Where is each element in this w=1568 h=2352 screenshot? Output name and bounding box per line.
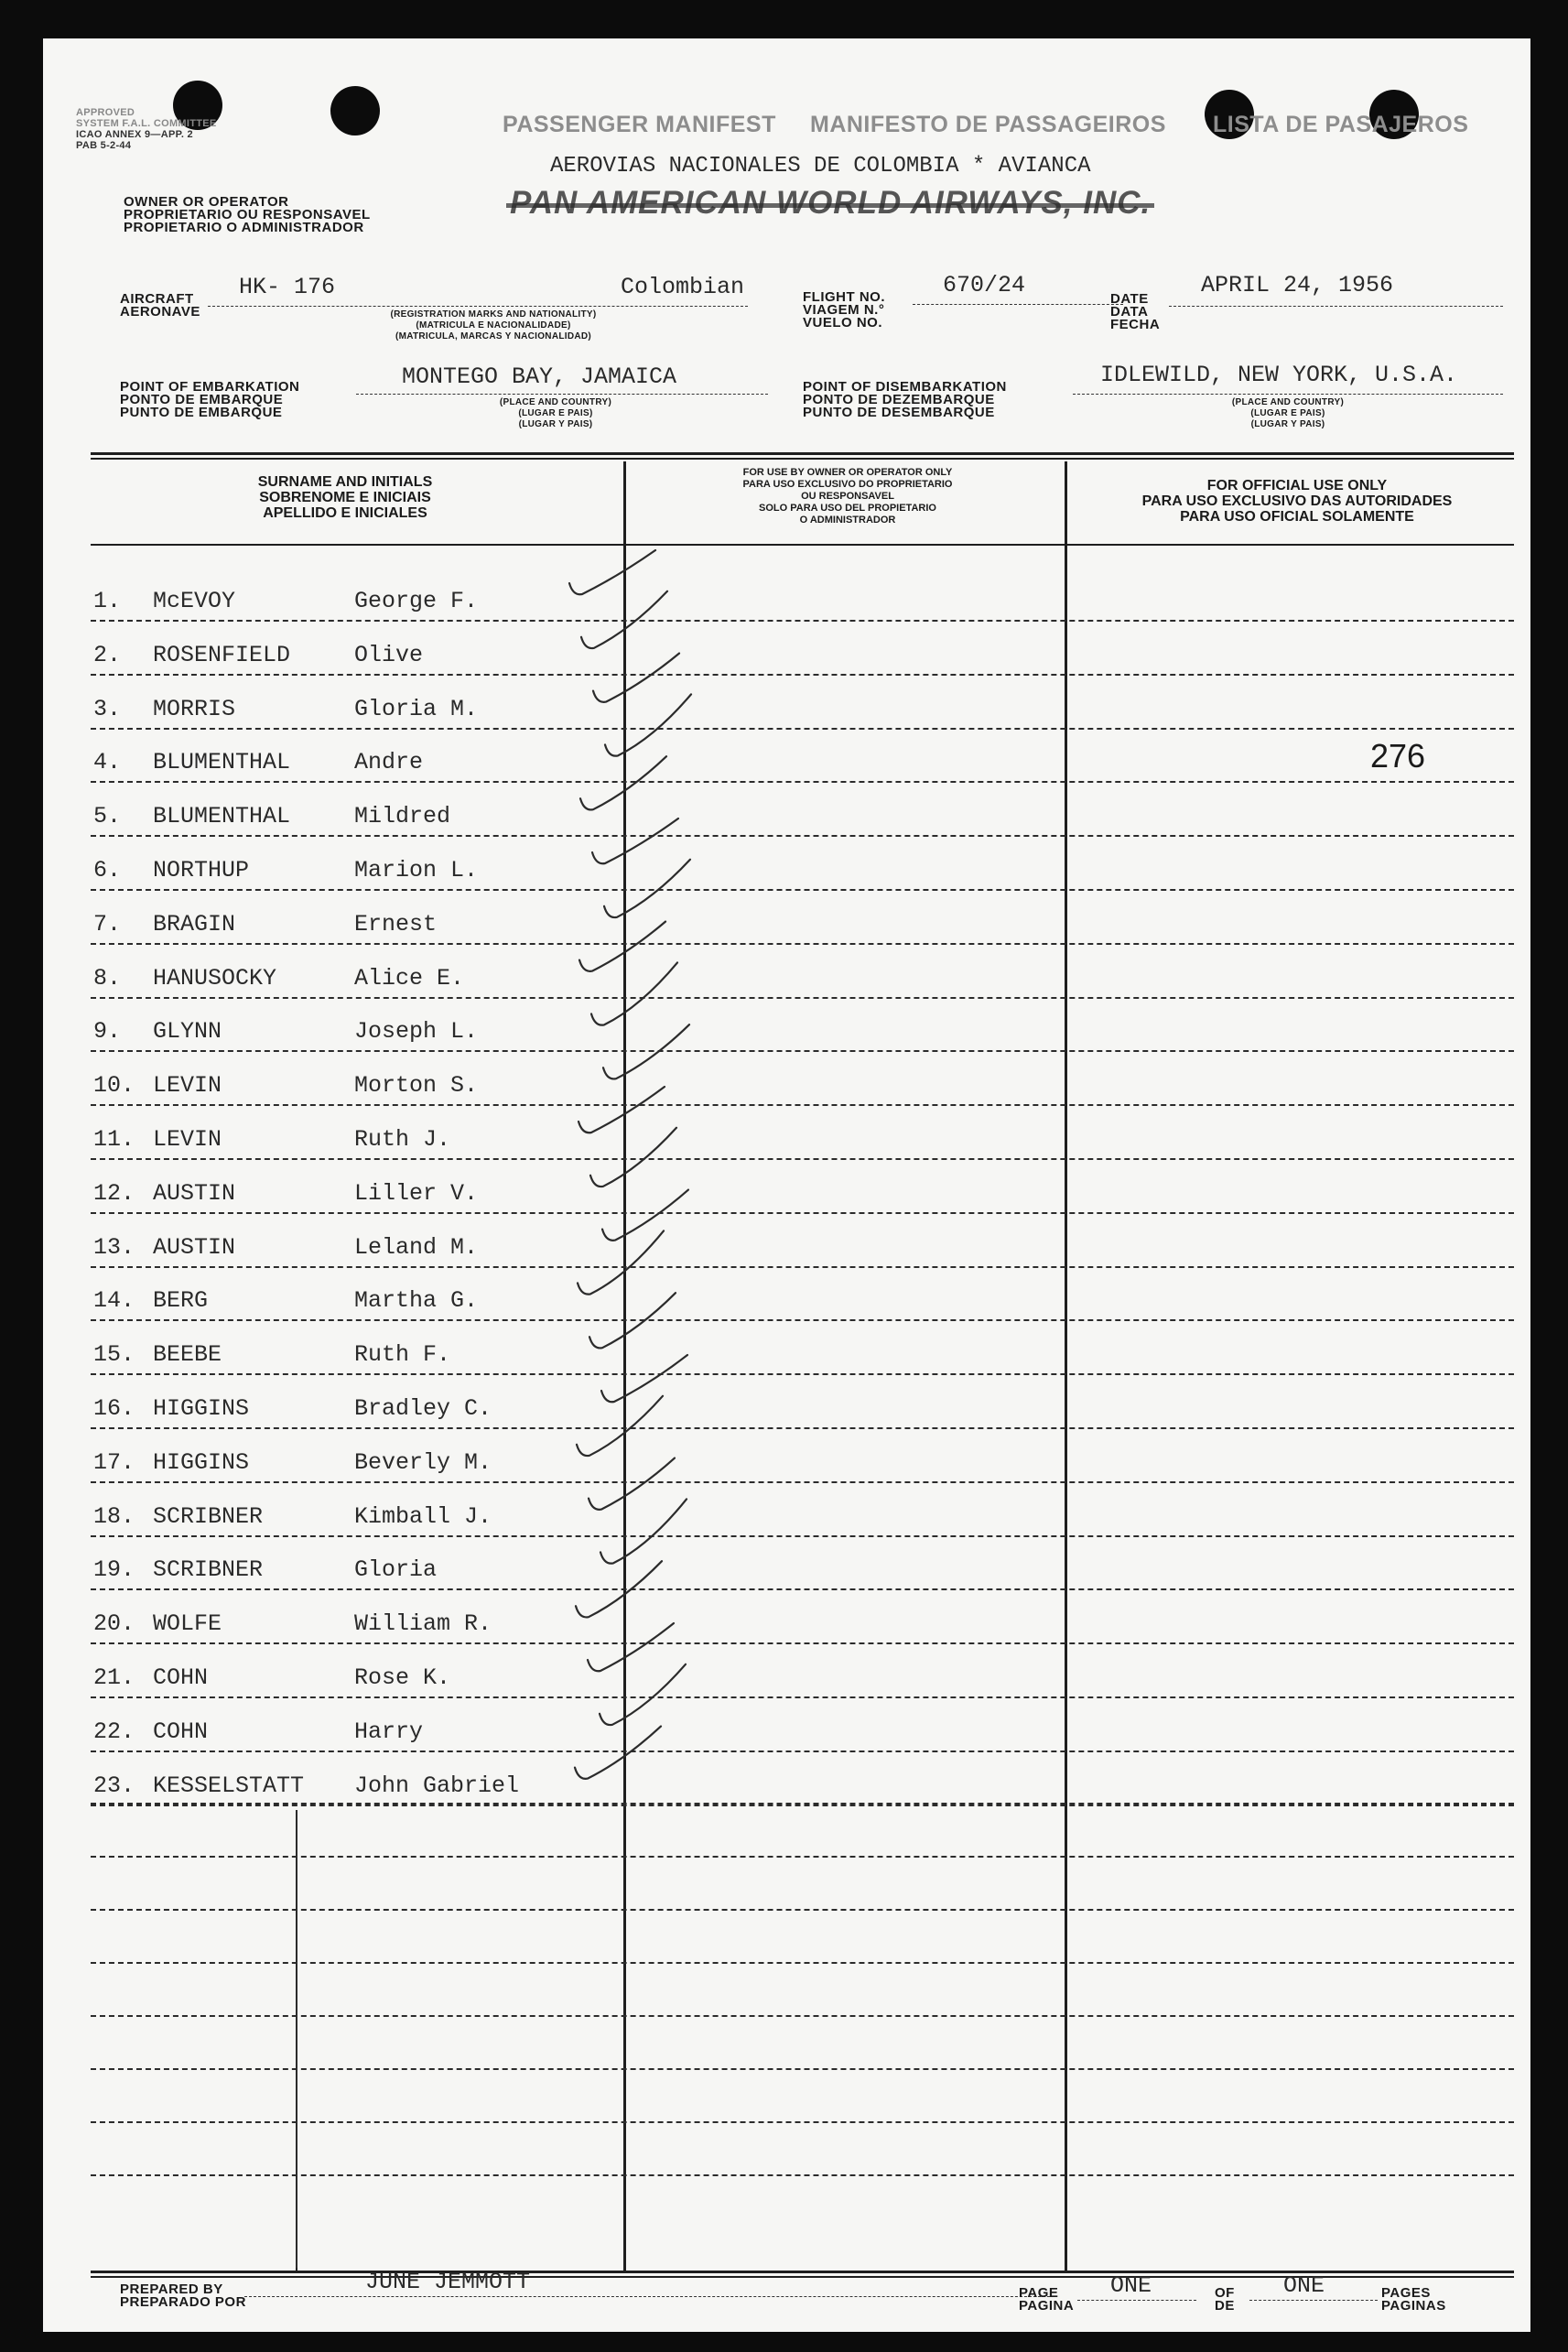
date-underline: [1169, 306, 1503, 308]
passenger-given-name: Marion L.: [354, 857, 479, 883]
date-label: [1110, 293, 1160, 331]
flight-label: [803, 291, 885, 330]
table-top-rule-2: [91, 458, 1514, 460]
passenger-number: 5.: [93, 803, 122, 830]
prepared-by: JUNE JEMMOTT: [365, 2269, 531, 2295]
pages-label: [1381, 2287, 1446, 2313]
disembark-label: [803, 381, 1007, 419]
passenger-given-name: Ruth F.: [354, 1341, 451, 1369]
embark-label-pt: PONTO DE EMBARQUE: [120, 392, 284, 407]
passenger-row: [43, 666, 1530, 722]
passenger-given-name: Ruth J.: [354, 1126, 451, 1153]
passenger-surname: ROSENFIELD: [153, 641, 291, 668]
passenger-surname: GLYNN: [153, 1018, 222, 1046]
punch-hole: [330, 86, 380, 135]
blank-rule: [91, 2121, 1514, 2123]
passenger-surname: BRAGIN: [153, 910, 236, 938]
passenger-row: [43, 1311, 1530, 1369]
passenger-surname: COHN: [153, 1718, 209, 1745]
passenger-surname: BLUMENTHAL: [153, 803, 291, 830]
passenger-surname: AUSTIN: [153, 1233, 236, 1261]
passenger-number: 23.: [93, 1772, 135, 1799]
names-header-line: SOBRENOME E INICIAIS: [259, 490, 431, 505]
passenger-given-name: William R.: [354, 1610, 492, 1638]
flight-label-pt: VIAGEM N.°: [803, 302, 885, 318]
prepared-underline: [244, 2296, 1050, 2298]
page-count: ONE: [1283, 2272, 1325, 2299]
operator-label: [124, 196, 371, 234]
disembark-label-pt: PONTO DE DEZEMBARQUE: [803, 392, 995, 407]
passenger-given-name: Rose K.: [354, 1664, 451, 1691]
embark-label-en: POINT OF EMBARKATION: [120, 379, 300, 395]
page-label-en: PAGE: [1019, 2285, 1059, 2301]
place-caption-line: (LUGAR E PAIS): [518, 408, 593, 418]
pages-underline: [1249, 2300, 1378, 2302]
approval-block: [76, 107, 217, 151]
flight-label-en: FLIGHT NO.: [803, 289, 885, 305]
flight-date: APRIL 24, 1956: [1201, 272, 1394, 298]
passenger-number: 22.: [93, 1718, 135, 1745]
date-label-es: FECHA: [1110, 317, 1161, 332]
passenger-number: 16.: [93, 1395, 135, 1422]
page-underline: [1077, 2300, 1196, 2302]
approval-line: ICAO ANNEX 9—APP. 2: [76, 129, 193, 140]
pages-label-es: PAGINAS: [1381, 2298, 1446, 2314]
passenger-number: 19.: [93, 1556, 135, 1584]
passenger-given-name: Beverly M.: [354, 1448, 492, 1476]
passenger-surname: COHN: [153, 1664, 209, 1691]
blank-rule: [91, 2068, 1514, 2070]
names-header-line: SURNAME AND INITIALS: [257, 474, 433, 490]
owner-header-line: PARA USO EXCLUSIVO DO PROPRIETARIO: [742, 479, 953, 490]
passenger-given-name: Mildred: [354, 803, 451, 830]
passenger-number: 9.: [93, 1018, 122, 1046]
passenger-surname: WOLFE: [153, 1610, 222, 1638]
passenger-row: [43, 1688, 1530, 1745]
passenger-row: [43, 558, 1530, 614]
title-spanish: LISTA DE PASAJEROS: [1213, 112, 1469, 137]
passenger-number: 8.: [93, 964, 122, 992]
place-caption-line: (LUGAR Y PAIS): [1250, 419, 1325, 429]
owner-column-header: [642, 467, 1054, 526]
aircraft-label: [120, 293, 200, 319]
passenger-number: 1.: [93, 588, 122, 614]
passenger-given-name: Ernest: [354, 910, 438, 938]
place-caption-line: (LUGAR E PAIS): [1250, 408, 1325, 418]
passenger-surname: MORRIS: [153, 695, 236, 722]
operator-label-pt: PROPRIETARIO OU RESPONSAVEL: [124, 207, 371, 222]
prepared-label-en: PREPARED BY: [120, 2282, 223, 2297]
passenger-row: [43, 1526, 1530, 1584]
flight-underline: [913, 304, 1123, 306]
passenger-number: 15.: [93, 1341, 135, 1369]
passenger-surname: BEEBE: [153, 1341, 222, 1369]
registration-caption: [329, 309, 658, 342]
passenger-row: [43, 1096, 1530, 1153]
operator-label-es: PROPIETARIO O ADMINISTRADOR: [124, 220, 364, 235]
blank-rule: [91, 2174, 1514, 2176]
page-number: ONE: [1110, 2272, 1152, 2299]
of-label: [1215, 2287, 1235, 2313]
passenger-row: [43, 988, 1530, 1046]
passenger-surname: NORTHUP: [153, 857, 250, 883]
passenger-given-name: Martha G.: [354, 1287, 479, 1315]
owner-header-line: OU RESPONSAVEL: [801, 491, 894, 502]
reg-caption-line: (MATRICULA, MARCAS Y NACIONALIDAD): [395, 331, 592, 341]
blank-rule: [91, 1909, 1514, 1911]
passenger-number: 7.: [93, 910, 122, 938]
passenger-given-name: John Gabriel: [354, 1772, 520, 1799]
place-caption-line: (LUGAR Y PAIS): [518, 419, 593, 429]
aircraft-nationality: Colombian: [621, 274, 745, 300]
passenger-number: 6.: [93, 857, 122, 883]
approval-line: PAB 5-2-44: [76, 140, 132, 151]
passenger-number: 12.: [93, 1179, 135, 1207]
manifest-sheet: [43, 38, 1530, 2332]
passenger-row: [43, 719, 1530, 776]
passenger-surname: KESSELSTATT: [153, 1772, 305, 1799]
passenger-given-name: Gloria M.: [354, 695, 479, 722]
passenger-given-name: Andre: [354, 749, 424, 776]
passenger-given-name: Harry: [354, 1718, 424, 1745]
owner-header-line: FOR USE BY OWNER OR OPERATOR ONLY: [742, 467, 953, 478]
official-annotation: 276: [1370, 737, 1426, 775]
passenger-row: [43, 773, 1530, 830]
disembark-point: IDLEWILD, NEW YORK, U.S.A.: [1100, 362, 1458, 388]
passenger-surname: HIGGINS: [153, 1448, 250, 1476]
of-label-en: OF: [1215, 2285, 1235, 2301]
embark-point: MONTEGO BAY, JAMAICA: [402, 363, 677, 390]
passenger-surname: AUSTIN: [153, 1179, 236, 1207]
passenger-row: [43, 1150, 1530, 1207]
owner-header-line: O ADMINISTRADOR: [799, 515, 896, 526]
names-header-line: APELLIDO E INICIALES: [263, 505, 427, 521]
blank-rule: [91, 1856, 1514, 1858]
blank-rule: [91, 2015, 1514, 2017]
passenger-given-name: George F.: [354, 588, 479, 614]
disembark-label-es: PUNTO DE DESEMBARQUE: [803, 405, 995, 420]
reg-caption-line: (REGISTRATION MARKS AND NATIONALITY): [390, 309, 597, 320]
passenger-given-name: Leland M.: [354, 1233, 479, 1261]
embark-label-es: PUNTO DE EMBARQUE: [120, 405, 283, 420]
page-label-es: PAGINA: [1019, 2298, 1075, 2314]
passenger-row: [43, 1580, 1530, 1638]
passenger-number: 3.: [93, 695, 122, 722]
passenger-row: [43, 1419, 1530, 1476]
blank-rule: [91, 1803, 1514, 1805]
title-portuguese: MANIFESTO DE PASSAGEIROS: [810, 112, 1166, 137]
disembark-underline: [1073, 394, 1503, 396]
passenger-surname: SCRIBNER: [153, 1502, 264, 1530]
passenger-given-name: Bradley C.: [354, 1395, 492, 1422]
place-caption-line: (PLACE AND COUNTRY): [499, 397, 612, 407]
aircraft-underline: [208, 306, 748, 308]
prepared-label-es: PREPARADO POR: [120, 2294, 246, 2310]
embark-label: [120, 381, 299, 419]
passenger-row: [43, 612, 1530, 668]
approval-line: SYSTEM F.A.L. COMMITTEE: [76, 118, 217, 129]
prepared-label: [120, 2283, 246, 2309]
passenger-row: [43, 1634, 1530, 1691]
passenger-surname: LEVIN: [153, 1072, 222, 1100]
passenger-surname: LEVIN: [153, 1126, 222, 1153]
passenger-given-name: Alice E.: [354, 964, 465, 992]
disembark-place-caption: [1178, 397, 1398, 430]
passenger-number: 13.: [93, 1233, 135, 1261]
passenger-number: 21.: [93, 1664, 135, 1691]
passenger-surname: HANUSOCKY: [153, 964, 277, 992]
passenger-surname: McEVOY: [153, 588, 236, 614]
official-column-header: [1077, 478, 1517, 525]
passenger-row: [43, 1365, 1530, 1422]
passenger-given-name: Kimball J.: [354, 1502, 492, 1530]
pages-label-en: PAGES: [1381, 2285, 1431, 2301]
official-header-line: PARA USO EXCLUSIVO DAS AUTORIDADES: [1141, 493, 1453, 509]
date-label-pt: DATA: [1110, 304, 1149, 320]
aircraft-label-es: AERONAVE: [120, 304, 200, 320]
official-header-line: PARA USO OFICIAL SOLAMENTE: [1180, 509, 1414, 525]
passenger-given-name: Morton S.: [354, 1072, 479, 1100]
flight-number: 670/24: [943, 272, 1026, 298]
passenger-given-name: Olive: [354, 641, 424, 668]
table-header-rule: [91, 544, 1514, 546]
passenger-given-name: Gloria: [354, 1556, 438, 1584]
surname-divider: [296, 1816, 297, 2272]
aircraft-registration: HK- 176: [239, 274, 336, 300]
reg-caption-line: (MATRICULA E NACIONALIDADE): [416, 320, 571, 331]
names-column-header: [135, 474, 556, 521]
official-header-line: FOR OFFICIAL USE ONLY: [1206, 478, 1388, 493]
passenger-number: 18.: [93, 1502, 135, 1530]
passenger-surname: BERG: [153, 1287, 209, 1315]
aircraft-label-en: AIRCRAFT: [120, 291, 194, 307]
of-label-es: DE: [1215, 2298, 1235, 2314]
flight-label-es: VUELO NO.: [803, 315, 883, 331]
approval-line: APPROVED: [76, 107, 135, 118]
page-label: [1019, 2287, 1074, 2313]
passenger-number: 4.: [93, 749, 122, 776]
operator-label-en: OWNER OR OPERATOR: [124, 194, 289, 210]
operator-name: AEROVIAS NACIONALES DE COLOMBIA * AVIANCA: [550, 154, 1091, 179]
passenger-row: [43, 1204, 1530, 1261]
embark-underline: [356, 394, 768, 396]
passenger-number: 17.: [93, 1448, 135, 1476]
operator-struck: [510, 185, 1151, 222]
passenger-row: [43, 1257, 1530, 1315]
passenger-surname: BLUMENTHAL: [153, 749, 291, 776]
passenger-number: 20.: [93, 1610, 135, 1638]
owner-header-line: SOLO PARA USO DEL PROPIETARIO: [759, 503, 936, 514]
passenger-row: [43, 827, 1530, 883]
passenger-row: [43, 1742, 1530, 1799]
passenger-number: 14.: [93, 1287, 135, 1315]
passenger-number: 2.: [93, 641, 122, 668]
disembark-label-en: POINT OF DISEMBARKATION: [803, 379, 1007, 395]
passenger-row: [43, 935, 1530, 992]
place-caption-line: (PLACE AND COUNTRY): [1231, 397, 1345, 407]
passenger-row: [43, 881, 1530, 938]
passenger-given-name: Joseph L.: [354, 1018, 479, 1046]
passenger-surname: SCRIBNER: [153, 1556, 264, 1584]
blank-rule: [91, 1962, 1514, 1964]
passenger-surname: HIGGINS: [153, 1395, 250, 1422]
passenger-given-name: Liller V.: [354, 1179, 479, 1207]
passenger-row: [43, 1042, 1530, 1100]
embark-place-caption: [446, 397, 665, 430]
table-top-rule: [91, 452, 1514, 455]
title-english: PASSENGER MANIFEST: [503, 112, 776, 137]
passenger-row: [43, 1473, 1530, 1530]
date-label-en: DATE: [1110, 291, 1149, 307]
strike-line: [506, 203, 1154, 208]
passenger-number: 11.: [93, 1126, 135, 1153]
passenger-number: 10.: [93, 1072, 135, 1100]
